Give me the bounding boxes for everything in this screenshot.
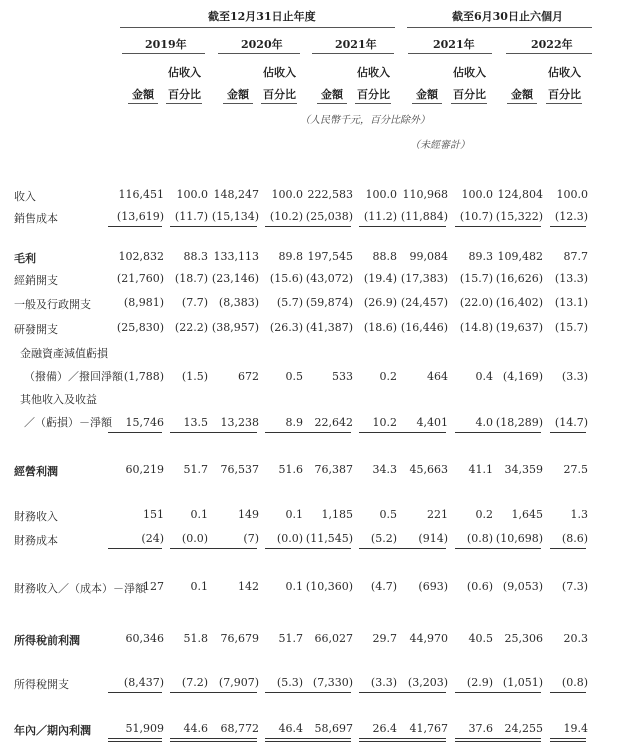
header-group-sixmonth-rule (407, 27, 592, 28)
row-label: 其他收入及收益 (20, 393, 97, 406)
amount-cell: (13,619) (116, 210, 164, 223)
amount-cell: (16,626) (495, 272, 543, 285)
amount-cell: 221 (427, 508, 448, 521)
total-underline (297, 738, 351, 739)
percent-cell: 19.4 (563, 722, 588, 735)
percent-cell: 0.2 (379, 370, 397, 383)
amount-cell: (24,457) (400, 296, 448, 309)
total-underline (455, 432, 491, 433)
total-underline (550, 741, 586, 742)
amount-cell: (8,981) (123, 296, 164, 309)
year-header: 2021年 (335, 38, 377, 51)
percent-cell: 51.7 (278, 632, 303, 645)
percent-cell: (26.9) (363, 296, 397, 309)
percent-cell: (0.0) (276, 532, 303, 545)
percent-cell: (5.2) (370, 532, 397, 545)
percent-cell: (8.6) (561, 532, 588, 545)
percent-cell: (13.3) (554, 272, 588, 285)
year-header: 2021年 (433, 38, 475, 51)
percent-cell: 29.7 (372, 632, 397, 645)
amount-cell: (41,387) (305, 321, 353, 334)
row-label: 所得稅前利潤 (14, 634, 80, 647)
row-label: 財務收入／（成本）－淨額 (14, 582, 146, 595)
total-underline (455, 548, 491, 549)
total-underline (108, 548, 162, 549)
percent-cell: (7.2) (181, 676, 208, 689)
pct-column-header-line2: 百分比 (453, 88, 486, 101)
amount-cell: 110,968 (402, 188, 448, 201)
amount-cell: 116,451 (118, 188, 164, 201)
percent-cell: (11.7) (174, 210, 208, 223)
total-underline (265, 548, 301, 549)
amount-cell: (7) (243, 532, 259, 545)
percent-cell: 27.5 (563, 463, 588, 476)
amount-cell: (9,053) (502, 580, 543, 593)
total-underline (297, 692, 351, 693)
percent-cell: 0.1 (285, 508, 303, 521)
amount-cell: (59,874) (305, 296, 353, 309)
amount-cell: 102,832 (118, 250, 164, 263)
amount-cell: 533 (332, 370, 353, 383)
percent-cell: (12.3) (554, 210, 588, 223)
column-header-rule (317, 103, 347, 104)
amount-cell: 60,346 (125, 632, 164, 645)
total-underline (108, 738, 162, 739)
pct-column-header-line2: 百分比 (263, 88, 296, 101)
header-group-sixmonth: 截至6月30日止六個月 (452, 10, 563, 23)
percent-cell: 10.2 (372, 416, 397, 429)
year-header-rule (408, 53, 492, 54)
total-underline (487, 741, 541, 742)
amount-cell: (25,830) (116, 321, 164, 334)
row-label: 銷售成本 (14, 212, 58, 225)
total-underline (455, 741, 491, 742)
total-underline (108, 226, 162, 227)
column-header-rule (128, 103, 158, 104)
year-header-rule (312, 53, 394, 54)
amount-cell: 127 (143, 580, 164, 593)
amount-cell: 51,909 (125, 722, 164, 735)
percent-cell: (1.5) (181, 370, 208, 383)
amount-cell: 60,219 (125, 463, 164, 476)
total-underline (297, 226, 351, 227)
row-label: 財務收入 (14, 510, 58, 523)
percent-cell: (15.7) (459, 272, 493, 285)
amount-cell: (38,957) (211, 321, 259, 334)
amount-cell: 34,359 (504, 463, 543, 476)
amount-column-header: 金額 (511, 88, 533, 101)
total-underline (170, 226, 206, 227)
amount-cell: (1,788) (123, 370, 164, 383)
amount-cell: (1,051) (502, 676, 543, 689)
year-header-rule (122, 53, 205, 54)
amount-cell: 15,746 (125, 416, 164, 429)
row-label: 年內／期內利潤 (14, 724, 91, 737)
column-header-rule (166, 103, 202, 104)
total-underline (550, 738, 586, 739)
amount-cell: (23,146) (211, 272, 259, 285)
percent-cell: (18.6) (363, 321, 397, 334)
total-underline (550, 432, 586, 433)
amount-cell: 197,545 (307, 250, 353, 263)
percent-cell: 4.0 (475, 416, 493, 429)
amount-cell: (43,072) (305, 272, 353, 285)
amount-cell: 464 (427, 370, 448, 383)
percent-cell: 100.0 (176, 188, 208, 201)
amount-cell: 25,306 (504, 632, 543, 645)
total-underline (455, 226, 491, 227)
amount-cell: (15,322) (495, 210, 543, 223)
total-underline (392, 432, 446, 433)
row-label: 經營利潤 (14, 465, 58, 478)
percent-cell: 89.8 (278, 250, 303, 263)
total-underline (392, 738, 446, 739)
amount-cell: 13,238 (220, 416, 259, 429)
amount-cell: (7,330) (312, 676, 353, 689)
amount-cell: (19,637) (495, 321, 543, 334)
percent-cell: 37.6 (468, 722, 493, 735)
total-underline (265, 432, 301, 433)
total-underline (265, 692, 301, 693)
amount-cell: 124,804 (497, 188, 543, 201)
amount-cell: (7,907) (218, 676, 259, 689)
percent-cell: 0.2 (475, 508, 493, 521)
percent-cell: (0.8) (561, 676, 588, 689)
row-label-continued: ／（虧損）－淨額 (24, 416, 112, 429)
amount-cell: 76,679 (220, 632, 259, 645)
amount-cell: 148,247 (213, 188, 259, 201)
percent-cell: (5.7) (276, 296, 303, 309)
header-group-year: 截至12月31日止年度 (208, 10, 316, 23)
percent-cell: (15.7) (554, 321, 588, 334)
row-label: 收入 (14, 190, 36, 203)
unaudited-note: （未經審計） (410, 140, 470, 151)
pct-column-header-line1: 佔收入 (168, 66, 201, 79)
percent-cell: (3.3) (370, 676, 397, 689)
percent-cell: (15.6) (269, 272, 303, 285)
column-header-rule (546, 103, 582, 104)
total-underline (487, 226, 541, 227)
percent-cell: 88.3 (183, 250, 208, 263)
percent-cell: (22.2) (174, 321, 208, 334)
percent-cell: (7.3) (561, 580, 588, 593)
amount-cell: (18,289) (495, 416, 543, 429)
amount-cell: (8,437) (123, 676, 164, 689)
column-header-rule (355, 103, 391, 104)
total-underline (203, 692, 257, 693)
total-underline (265, 226, 301, 227)
column-header-rule (451, 103, 487, 104)
row-label: 金融資產減值虧損 (20, 347, 108, 360)
amount-cell: 109,482 (497, 250, 543, 263)
total-underline (265, 738, 301, 739)
amount-cell: (4,169) (502, 370, 543, 383)
amount-cell: (16,402) (495, 296, 543, 309)
total-underline (203, 226, 257, 227)
header-group-year-rule (120, 27, 395, 28)
percent-cell: 41.1 (468, 463, 493, 476)
percent-cell: (4.7) (370, 580, 397, 593)
percent-cell: (0.0) (181, 532, 208, 545)
amount-cell: 68,772 (220, 722, 259, 735)
year-header-rule (506, 53, 592, 54)
column-header-rule (507, 103, 537, 104)
percent-cell: 100.0 (461, 188, 493, 201)
percent-cell: 100.0 (556, 188, 588, 201)
amount-column-header: 金額 (416, 88, 438, 101)
total-underline (203, 738, 257, 739)
percent-cell: 1.3 (570, 508, 588, 521)
amount-cell: (25,038) (305, 210, 353, 223)
amount-cell: 672 (238, 370, 259, 383)
percent-cell: (26.3) (269, 321, 303, 334)
amount-cell: (3,203) (407, 676, 448, 689)
amount-cell: (10,698) (495, 532, 543, 545)
amount-cell: 142 (238, 580, 259, 593)
percent-cell: 51.8 (183, 632, 208, 645)
percent-cell: (5.3) (276, 676, 303, 689)
amount-cell: 76,387 (314, 463, 353, 476)
row-label: 所得稅開支 (14, 678, 69, 691)
percent-cell: 0.1 (190, 580, 208, 593)
percent-cell: (14.7) (554, 416, 588, 429)
unit-note: （人民幣千元，百分比除外） (300, 115, 430, 126)
percent-cell: 100.0 (365, 188, 397, 201)
total-underline (170, 738, 206, 739)
percent-cell: 0.5 (285, 370, 303, 383)
year-header-rule (218, 53, 300, 54)
total-underline (359, 548, 395, 549)
total-underline (455, 738, 491, 739)
percent-cell: 87.7 (563, 250, 588, 263)
row-label-continued: （撥備）／撥回淨額 (24, 370, 123, 383)
total-underline (487, 432, 541, 433)
total-underline (203, 741, 257, 742)
amount-cell: 24,255 (504, 722, 543, 735)
total-underline (203, 548, 257, 549)
percent-cell: 26.4 (372, 722, 397, 735)
amount-cell: (24) (141, 532, 164, 545)
percent-cell: (10.2) (269, 210, 303, 223)
total-underline (487, 738, 541, 739)
total-underline (265, 741, 301, 742)
column-header-rule (223, 103, 253, 104)
total-underline (170, 548, 206, 549)
total-underline (550, 548, 586, 549)
percent-cell: 100.0 (271, 188, 303, 201)
amount-cell: 44,970 (409, 632, 448, 645)
amount-cell: (21,760) (116, 272, 164, 285)
percent-cell: (18.7) (174, 272, 208, 285)
amount-cell: 99,084 (409, 250, 448, 263)
amount-cell: 1,645 (511, 508, 543, 521)
percent-cell: (10.7) (459, 210, 493, 223)
percent-cell: 0.1 (285, 580, 303, 593)
total-underline (392, 741, 446, 742)
year-header: 2022年 (531, 38, 573, 51)
total-underline (550, 692, 586, 693)
total-underline (108, 432, 162, 433)
percent-cell: (0.6) (466, 580, 493, 593)
amount-column-header: 金額 (227, 88, 249, 101)
percent-cell: 51.7 (183, 463, 208, 476)
row-label: 研發開支 (14, 323, 58, 336)
amount-cell: 222,583 (307, 188, 353, 201)
percent-cell: 88.8 (372, 250, 397, 263)
percent-cell: 0.1 (190, 508, 208, 521)
amount-cell: (11,884) (400, 210, 448, 223)
total-underline (170, 692, 206, 693)
percent-cell: 0.5 (379, 508, 397, 521)
percent-cell: (14.8) (459, 321, 493, 334)
amount-cell: (8,383) (218, 296, 259, 309)
percent-cell: 8.9 (285, 416, 303, 429)
total-underline (359, 692, 395, 693)
percent-cell: 46.4 (278, 722, 303, 735)
amount-cell: 76,537 (220, 463, 259, 476)
pct-column-header-line1: 佔收入 (263, 66, 296, 79)
amount-cell: (15,134) (211, 210, 259, 223)
percent-cell: (13.1) (554, 296, 588, 309)
percent-cell: 89.3 (468, 250, 493, 263)
total-underline (392, 226, 446, 227)
percent-cell: 34.3 (372, 463, 397, 476)
amount-cell: (10,360) (305, 580, 353, 593)
total-underline (392, 692, 446, 693)
amount-cell: 151 (143, 508, 164, 521)
percent-cell: 40.5 (468, 632, 493, 645)
column-header-rule (412, 103, 442, 104)
year-header: 2020年 (241, 38, 283, 51)
percent-cell: (0.8) (466, 532, 493, 545)
total-underline (297, 741, 351, 742)
total-underline (203, 432, 257, 433)
pct-column-header-line2: 百分比 (357, 88, 390, 101)
amount-cell: 4,401 (416, 416, 448, 429)
amount-cell: 66,027 (314, 632, 353, 645)
row-label: 一般及行政開支 (14, 298, 91, 311)
total-underline (550, 226, 586, 227)
pct-column-header-line1: 佔收入 (357, 66, 390, 79)
amount-column-header: 金額 (132, 88, 154, 101)
total-underline (359, 738, 395, 739)
total-underline (170, 741, 206, 742)
amount-cell: (11,545) (305, 532, 353, 545)
percent-cell: 13.5 (183, 416, 208, 429)
pct-column-header-line2: 百分比 (548, 88, 581, 101)
total-underline (392, 548, 446, 549)
percent-cell: (3.3) (561, 370, 588, 383)
row-label: 毛利 (14, 252, 36, 265)
percent-cell: 20.3 (563, 632, 588, 645)
total-underline (359, 741, 395, 742)
total-underline (170, 432, 206, 433)
column-header-rule (261, 103, 297, 104)
percent-cell: 44.6 (183, 722, 208, 735)
percent-cell: (11.2) (363, 210, 397, 223)
row-label: 財務成本 (14, 534, 58, 547)
amount-cell: 133,113 (213, 250, 259, 263)
amount-cell: (914) (418, 532, 448, 545)
total-underline (108, 741, 162, 742)
amount-cell: 41,767 (409, 722, 448, 735)
percent-cell: (2.9) (466, 676, 493, 689)
amount-cell: (693) (418, 580, 448, 593)
total-underline (487, 692, 541, 693)
amount-cell: 45,663 (409, 463, 448, 476)
total-underline (487, 548, 541, 549)
total-underline (297, 432, 351, 433)
total-underline (359, 432, 395, 433)
amount-cell: 58,697 (314, 722, 353, 735)
percent-cell: (22.0) (459, 296, 493, 309)
amount-column-header: 金額 (321, 88, 343, 101)
amount-cell: (16,446) (400, 321, 448, 334)
percent-cell: 0.4 (475, 370, 493, 383)
percent-cell: 51.6 (278, 463, 303, 476)
total-underline (108, 692, 162, 693)
pct-column-header-line1: 佔收入 (453, 66, 486, 79)
amount-cell: (17,383) (400, 272, 448, 285)
total-underline (297, 548, 351, 549)
percent-cell: (7.7) (181, 296, 208, 309)
amount-cell: 22,642 (314, 416, 353, 429)
pct-column-header-line1: 佔收入 (548, 66, 581, 79)
amount-cell: 1,185 (321, 508, 353, 521)
total-underline (359, 226, 395, 227)
total-underline (455, 692, 491, 693)
year-header: 2019年 (145, 38, 187, 51)
percent-cell: (19.4) (363, 272, 397, 285)
pct-column-header-line2: 百分比 (168, 88, 201, 101)
row-label: 經銷開支 (14, 274, 58, 287)
amount-cell: 149 (238, 508, 259, 521)
